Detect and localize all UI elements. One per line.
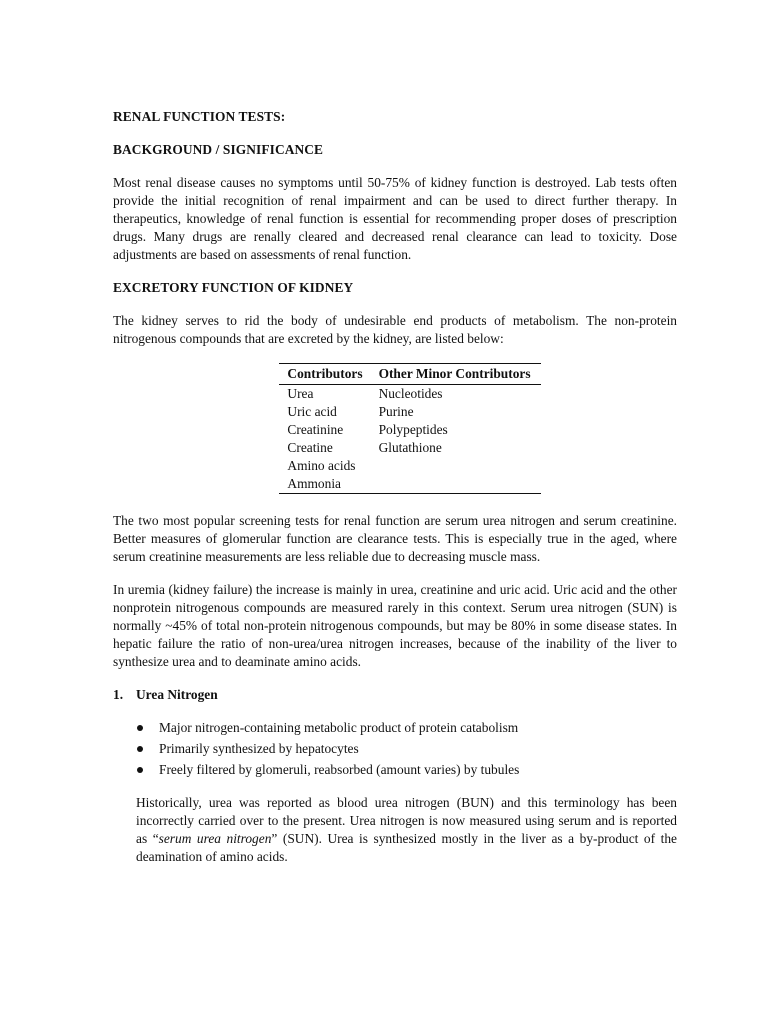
table-cell: Polypeptides: [378, 422, 448, 437]
bullet-icon: [137, 767, 143, 773]
table-row: [279, 403, 540, 421]
table-cell: Ammonia: [287, 476, 341, 491]
bullet-text: Major nitrogen-containing metabolic product of protein catabolism: [159, 720, 519, 735]
list-item: [113, 740, 677, 758]
table-row: [279, 439, 540, 457]
section-number: 1.: [113, 687, 124, 702]
table-cell: Urea: [287, 386, 314, 401]
table-cell: Creatine: [287, 440, 333, 455]
table-row: [279, 385, 540, 404]
list-item: [113, 761, 677, 779]
urea-bullet-list: [113, 719, 677, 779]
background-heading: BACKGROUND / SIGNIFICANCE: [113, 142, 324, 157]
section-title: Urea Nitrogen: [136, 687, 218, 702]
table-cell: Nucleotides: [378, 386, 443, 401]
bullet-icon: [137, 746, 143, 752]
table-cell: Creatinine: [287, 422, 344, 437]
table-cell: [371, 475, 541, 494]
excretory-heading: EXCRETORY FUNCTION OF KIDNEY: [113, 280, 354, 295]
document-page: [113, 108, 677, 881]
contributors-table: [279, 363, 540, 494]
list-item: [113, 719, 677, 737]
table-cell: Glutathione: [378, 440, 442, 455]
table-row: [279, 475, 540, 494]
table-cell: [371, 457, 541, 475]
table-header-cell: Other Minor Contributors: [371, 364, 541, 385]
urea-history-italic-term: serum urea nitrogen: [158, 831, 272, 846]
table-row: [279, 421, 540, 439]
table-header-row: [279, 364, 540, 385]
urea-history-text-after: ” (SUN). Urea is synthesized mostly in the liver as a by-product of the deamination of amino acids.: [136, 831, 677, 864]
bullet-text: Freely filtered by glomeruli, reabsorbed (amount varies) by tubules: [159, 762, 520, 777]
background-paragraph: Most renal disease causes no symptoms until 50-75% of kidney function is destroyed. Lab tests often provide the initial recognition of renal impairment and can be used to direct further therapy. In therapeutics, knowledge of renal function is essential for recommending proper doses of prescription drugs. Many drugs are renally cleared and decreased renal clearance can lead to toxicity. Dose adjustments are based on assessments of renal function.: [113, 175, 677, 262]
urea-history-text-before: Historically, urea was reported as blood urea nitrogen (BUN) and this terminology has been incorrectly carried over to the present. Urea nitrogen is now measured using serum and is reported as “: [136, 795, 677, 846]
excretory-paragraph: The kidney serves to rid the body of undesirable end products of metabolism. The non-protein nitrogenous compounds that are excreted by the kidney, are listed below:: [113, 313, 677, 346]
contributors-table-wrapper: [113, 363, 677, 494]
table-row: [279, 457, 540, 475]
document-title: RENAL FUNCTION TESTS:: [113, 109, 286, 124]
table-header-cell: Contributors: [279, 364, 370, 385]
section-heading-urea-nitrogen: [113, 686, 677, 704]
bullet-icon: [137, 725, 143, 731]
bullet-text: Primarily synthesized by hepatocytes: [159, 741, 359, 756]
screening-paragraph: The two most popular screening tests for renal function are serum urea nitrogen and serum creatinine. Better measures of glomerular function are clearance tests. This is especially true in the aged, where serum creatinine measurements are less reliable due to decreasing muscle mass.: [113, 513, 677, 564]
table-cell: Uric acid: [287, 404, 337, 419]
uremia-paragraph: In uremia (kidney failure) the increase is mainly in urea, creatinine and uric acid. Uric acid and the other nonprotein nitrogenous compounds are measured rarely in this context. Serum urea nitrogen (SUN) is normally ~45% of total non-protein nitrogenous compounds, but may be 80% in some disease states. In hepatic failure the ratio of non-urea/urea nitrogen increases, because of the inability of the liver to synthesize urea and to deaminate amino acids.: [113, 582, 677, 669]
table-cell: Purine: [378, 404, 414, 419]
urea-history-paragraph: [136, 794, 677, 866]
table-cell: Amino acids: [287, 458, 356, 473]
